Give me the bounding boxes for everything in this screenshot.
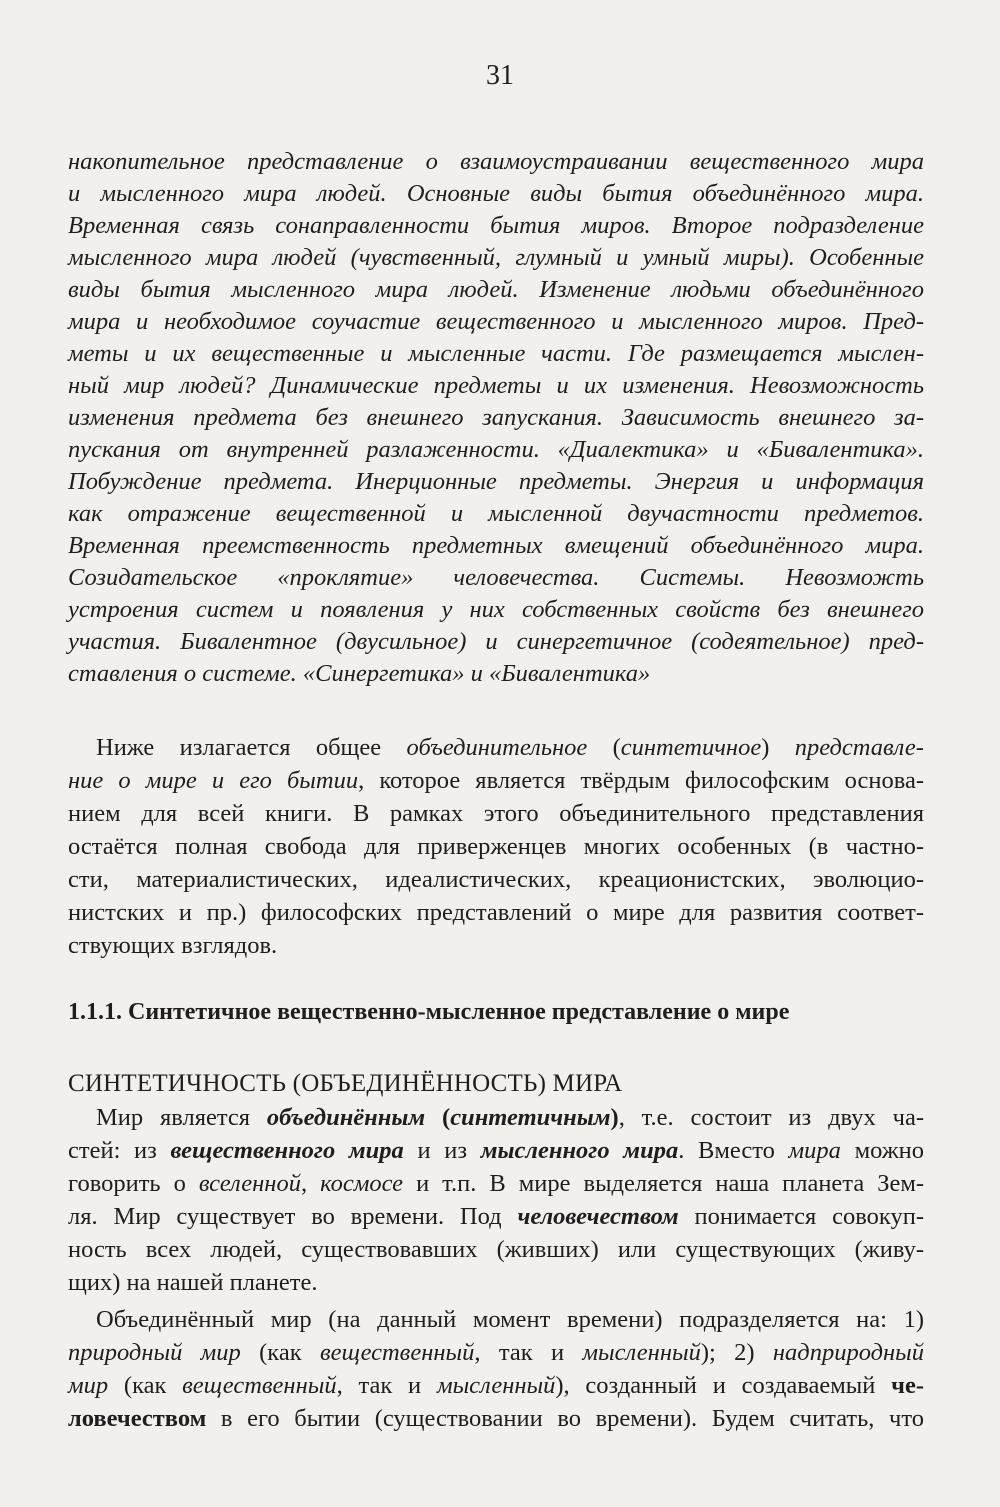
summary-line: меты и их вещественные и мысленные части. Где размещается мыслен-	[68, 340, 924, 367]
text-run: ля. Мир существует во времени. Под	[68, 1203, 518, 1230]
text-run: , которое является твёрдым философским основа-	[358, 767, 924, 794]
summary-line: Временная связь сонаправленности бытия миров. Второе подразделение	[68, 212, 924, 239]
body-line	[68, 1135, 924, 1167]
text-run: надприродный	[772, 1339, 925, 1366]
summary-line: мира и необходимое соучастие вещественного и мысленного миров. Пред-	[68, 308, 924, 335]
text-run: , так и	[474, 1339, 583, 1366]
body-line	[68, 1403, 924, 1435]
summary-line: пускания от внутренней разлаженности. «Диалектика» и «Бивалентика».	[68, 436, 924, 463]
text-run: космосе	[320, 1170, 404, 1197]
term: объединённым	[266, 1104, 426, 1131]
text-run: стей: из	[68, 1137, 171, 1164]
summary-line: накопительное представление о взаимоустраивании вещественного мира	[68, 148, 924, 175]
intro-line	[68, 765, 924, 797]
intro-line: остаётся полная свобода для приверженцев многих особенных (в частно-	[68, 833, 924, 860]
body-line: ность всех людей, существовавших (живших) или существующих (живу-	[68, 1236, 924, 1263]
summary-line: Побуждение предмета. Инерционные предметы. Энергия и информация	[68, 468, 924, 495]
summary-line: виды бытия мысленного мира людей. Изменение людьми объединённого	[68, 276, 924, 303]
text-run: вещественный	[182, 1372, 337, 1399]
intro-line: ствующих взглядов.	[68, 932, 278, 959]
summary-line: Созидательское «проклятие» человечества. Системы. Невозможть	[68, 564, 924, 591]
text-run: вещественный	[319, 1339, 475, 1366]
body-line	[68, 1201, 924, 1233]
text-run: мира	[788, 1137, 841, 1164]
text-run: и т.п. В мире выделяется наша планета Зем-	[403, 1170, 925, 1197]
term: синтетичным	[450, 1104, 611, 1131]
text-run: (	[425, 1104, 451, 1131]
page-number: 31	[486, 60, 514, 91]
section-heading: 1.1.1. Синтетичное вещественно-мысленное представление о мире	[68, 999, 790, 1025]
text-run: вселенной	[198, 1170, 301, 1197]
text-run: и из	[403, 1137, 481, 1164]
intro-line	[96, 732, 924, 764]
text-run: объединительное	[406, 734, 588, 761]
summary-line: изменения предмета без внешнего запускания. Зависимость внешнего за-	[68, 404, 924, 431]
text-run: )	[610, 1104, 619, 1131]
text-run: мысленный	[582, 1339, 701, 1366]
summary-line: Временная преемственность предметных вмещений объединённого мира.	[68, 532, 924, 559]
text-run: синтетичное	[620, 734, 762, 761]
text-run: мир	[68, 1372, 109, 1399]
body-line: Объединённый мир (на данный момент времени) подразделяется на: 1)	[96, 1306, 924, 1333]
subheading: СИНТЕТИЧНОСТЬ (ОБЪЕДИНЁННОСТЬ) МИРА	[68, 1070, 623, 1097]
text-run: ), созданный и создаваемый	[555, 1372, 892, 1399]
body-line	[68, 1337, 924, 1369]
text-run: )	[761, 734, 795, 761]
summary-line: мысленного мира людей (чувственный, глумный и умный миры). Особенные	[68, 244, 924, 271]
text-run: ); 2)	[700, 1339, 773, 1366]
text-run: Мир является	[96, 1104, 267, 1131]
text-run: (	[587, 734, 621, 761]
body-line	[68, 1168, 924, 1200]
body-line	[96, 1102, 924, 1134]
summary-line: ставления о системе. «Синергетика» и «Бивалентика»	[68, 660, 651, 687]
text-run: . Вместо	[678, 1137, 789, 1164]
text-run: мысленный	[436, 1372, 556, 1399]
intro-line: нистских и пр.) философских представлений о мире для развития соответ-	[68, 899, 924, 926]
text-run: природный мир	[68, 1339, 241, 1366]
term: че-	[891, 1372, 924, 1399]
intro-line: нием для всей книги. В рамках этого объединительного представления	[68, 800, 924, 827]
term: мысленного мира	[480, 1137, 679, 1164]
text-run: можно	[840, 1137, 925, 1164]
text-run: (как	[108, 1372, 183, 1399]
summary-line: и мысленного мира людей. Основные виды бытия объединённого мира.	[68, 180, 924, 207]
summary-line: участия. Бивалентное (двусильное) и синергетичное (содеятельное) пред-	[68, 628, 924, 655]
summary-line: как отражение вещественной и мысленной двучастности предметов.	[68, 500, 924, 527]
text-run: представле-	[794, 734, 924, 761]
text-run: ,	[300, 1170, 321, 1197]
body-line: щих) на нашей планете.	[68, 1269, 318, 1296]
intro-line: сти, материалистических, идеалистических, креационистских, эволюцио-	[68, 866, 924, 893]
body-line	[68, 1370, 924, 1402]
summary-line: ный мир людей? Динамические предметы и их изменения. Невозможность	[68, 372, 924, 399]
term: вещественного мира	[170, 1137, 404, 1164]
text-run: (как	[240, 1339, 320, 1366]
term: ловечеством	[68, 1405, 207, 1432]
text-run: ние о мире и его бытии	[68, 767, 359, 794]
text-run: Ниже излагается общее	[96, 734, 407, 761]
text-run: в его бытии (существовании во времени). Будем считать, что	[206, 1405, 924, 1432]
term: человечеством	[517, 1203, 679, 1230]
summary-line: устроения систем и появления у них собственных свойств без внешнего	[68, 596, 924, 623]
text-run: , так и	[336, 1372, 437, 1399]
text-run: понимается совокуп-	[678, 1203, 925, 1230]
text-run: говорить о	[68, 1170, 199, 1197]
text-run: , т.е. состоит из двух ча-	[618, 1104, 924, 1131]
